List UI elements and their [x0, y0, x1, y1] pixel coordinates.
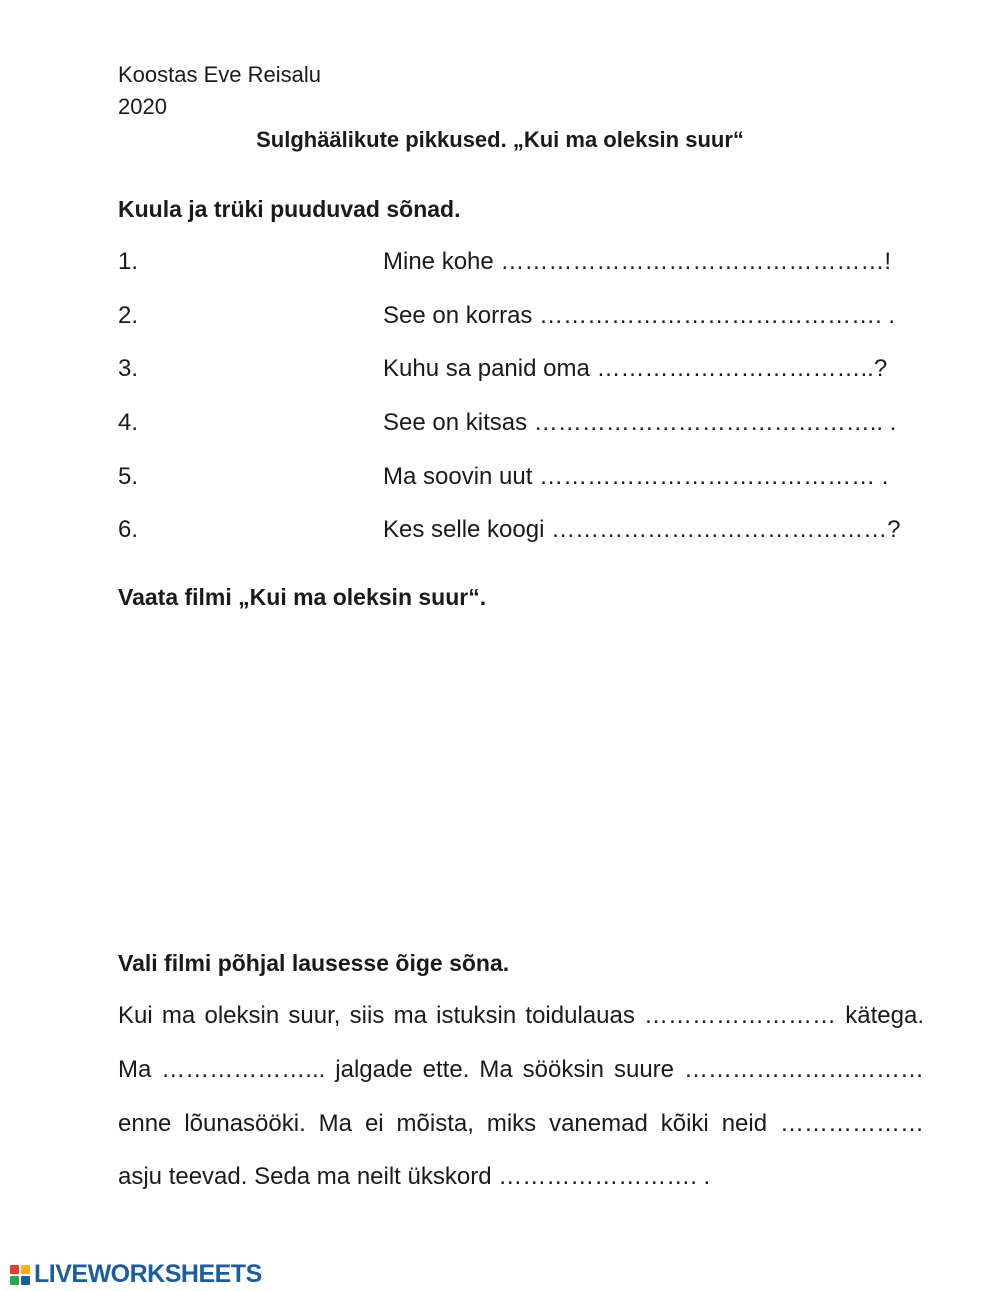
item-number-5: 5.: [118, 463, 139, 490]
logo-block-red: [10, 1265, 19, 1274]
year-line: 2020: [118, 94, 167, 119]
section3-heading: Vali filmi põhjal lausesse õige sõna.: [118, 950, 510, 976]
page-title: Sulghäälikute pikkused. „Kui ma oleksin suur“: [256, 127, 744, 152]
item-number-6: 6.: [118, 516, 139, 543]
paragraph-line-1[interactable]: Kui ma oleksin suur, siis ma istuksin toidulauas …………………… kätega.: [118, 1002, 924, 1029]
item-sentence-4[interactable]: See on kitsas …………………………………….. .: [383, 409, 897, 436]
liveworksheets-logo: [10, 1260, 262, 1289]
item-sentence-2[interactable]: See on korras ……………………………………. .: [383, 302, 896, 329]
logo-block-blue: [21, 1276, 30, 1285]
item-number-1: 1.: [118, 248, 139, 275]
item-number-4: 4.: [118, 409, 139, 436]
section1-heading: Kuula ja trüki puuduvad sõnad.: [118, 196, 461, 222]
section2-heading: Vaata filmi „Kui ma oleksin suur“.: [118, 584, 487, 610]
item-sentence-6[interactable]: Kes selle koogi ……………………………………?: [383, 516, 901, 543]
item-sentence-5[interactable]: Ma soovin uut …………………………………… .: [383, 463, 889, 490]
item-sentence-3[interactable]: Kuhu sa panid oma ……………………………..?: [383, 355, 888, 382]
paragraph-line-4[interactable]: asju teevad. Seda ma neilt ükskord ……………………. .: [118, 1163, 711, 1190]
item-number-2: 2.: [118, 302, 139, 329]
item-sentence-1[interactable]: Mine kohe …………………………………………!: [383, 248, 892, 275]
logo-blocks-icon: [10, 1265, 30, 1285]
logo-block-green: [10, 1276, 19, 1285]
logo-block-yellow: [21, 1265, 30, 1274]
logo-text: LIVEWORKSHEETS: [34, 1260, 262, 1288]
paragraph-line-2[interactable]: Ma ………………... jalgade ette. Ma sööksin suure …………………………: [118, 1056, 924, 1083]
paragraph-line-3[interactable]: enne lõunasööki. Ma ei mõista, miks vanemad kõiki neid ………………: [118, 1110, 924, 1137]
author-line: Koostas Eve Reisalu: [118, 62, 321, 87]
item-number-3: 3.: [118, 355, 139, 382]
